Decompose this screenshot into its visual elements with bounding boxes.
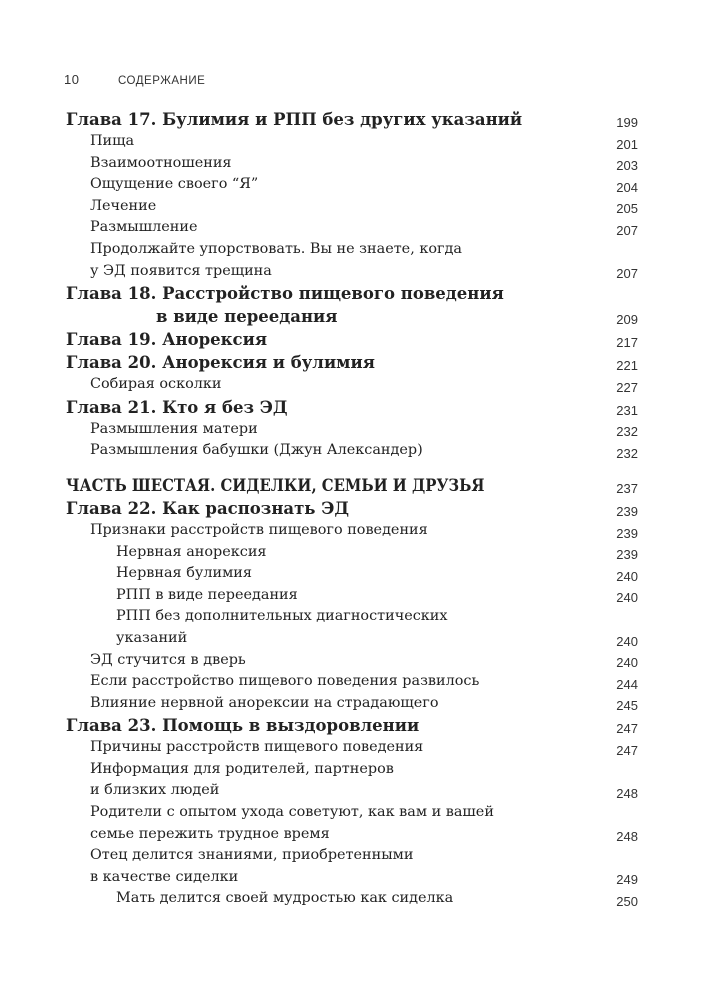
toc-entry-line: Нервная булимия (116, 565, 252, 582)
toc-entry-title (66, 497, 598, 520)
toc-page-number: 221 (616, 358, 638, 374)
toc-entry-title (66, 153, 598, 175)
toc-entry-line: в виде переедания (156, 307, 338, 327)
toc-entry-title (66, 650, 598, 672)
toc-entry (66, 217, 638, 239)
toc-entry (66, 174, 638, 196)
toc-page-number: 249 (616, 872, 638, 888)
toc-entry-title (66, 888, 598, 910)
toc-entry (66, 606, 638, 649)
toc-entry-title (66, 351, 598, 374)
toc-entry-line: Информация для родителей, партнеров (90, 760, 394, 777)
toc-page-number: 205 (616, 201, 638, 217)
toc-entry-title (66, 671, 598, 693)
toc-entry-line: РПП в виде переедания (116, 586, 298, 603)
page-number: 10 (64, 72, 80, 87)
table-of-contents (66, 108, 638, 910)
toc-entry-line: Глава 23. Помощь в выздоровлении (66, 716, 420, 736)
toc-page-number: 248 (616, 786, 638, 802)
toc-entry-line: Нервная анорексия (116, 543, 267, 560)
toc-entry-title (66, 759, 598, 802)
toc-entry (66, 374, 638, 396)
toc-entry-line: Глава 17. Булимия и РПП без других указаний (66, 110, 523, 129)
toc-page-number: 247 (616, 721, 638, 737)
toc-entry-title (66, 542, 598, 564)
toc-entry-line: Продолжайте упорствовать. Вы не знаете, когда (90, 240, 462, 257)
toc-page-number: 239 (616, 503, 638, 519)
toc-entry-line: Влияние нервной анорексии на страдающего (90, 694, 439, 711)
toc-chapter-entry (66, 714, 638, 737)
toc-entry-title (66, 108, 598, 131)
toc-entry-line: Собирая осколки (90, 376, 222, 393)
toc-entry (66, 239, 638, 282)
toc-entry-line: Глава 18. Расстройство пищевого поведения (66, 284, 504, 304)
toc-entry (66, 520, 638, 542)
toc-entry-line: Размышления бабушки (Джун Александер) (90, 442, 423, 459)
toc-entry-title (66, 396, 598, 419)
toc-page-number: 240 (616, 590, 638, 606)
toc-entry (66, 737, 638, 759)
toc-page-number: 227 (616, 379, 638, 395)
toc-page-number: 204 (616, 179, 638, 195)
toc-entry (66, 440, 638, 462)
section-title: СОДЕРЖАНИЕ (118, 75, 206, 87)
toc-entry-title (66, 474, 598, 497)
toc-entry-line: в качестве сиделки (90, 868, 239, 885)
running-header (64, 72, 205, 87)
toc-entry-line: ЧАСТЬ ШЕСТАЯ. СИДЕЛКИ, СЕМЬИ И ДРУЗЬЯ (66, 475, 485, 495)
toc-entry-title (66, 606, 598, 649)
toc-entry (66, 153, 638, 175)
toc-entry (66, 419, 638, 441)
toc-chapter-entry (66, 328, 638, 351)
toc-page-number: 239 (616, 525, 638, 541)
toc-entry (66, 542, 638, 564)
toc-page-number: 250 (616, 894, 638, 910)
toc-page-number: 199 (616, 115, 638, 130)
toc-page-number: 207 (616, 222, 638, 238)
toc-chapter-entry (66, 497, 638, 520)
toc-page-number: 245 (616, 698, 638, 714)
toc-entry-line: Причины расстройств пищевого поведения (90, 739, 424, 756)
toc-entry (66, 802, 638, 845)
toc-entry-title (66, 282, 598, 328)
toc-entry-line: Родители с опытом ухода советуют, как вам и вашей (90, 804, 494, 821)
toc-entry-line: Отец делится знаниями, приобретенными (90, 847, 414, 864)
toc-entry (66, 888, 638, 910)
toc-entry-title (66, 440, 598, 462)
toc-page-number: 247 (616, 742, 638, 758)
toc-entry (66, 650, 638, 672)
toc-entry (66, 563, 638, 585)
toc-entry-title (66, 239, 598, 282)
toc-entry (66, 131, 638, 153)
toc-page-number: 217 (616, 335, 638, 351)
toc-entry-title (66, 714, 598, 737)
toc-entry-line: Глава 21. Кто я без ЭД (66, 397, 288, 417)
toc-entry-title (66, 563, 598, 585)
toc-entry-title (66, 131, 598, 153)
toc-page-number: 203 (616, 158, 638, 174)
toc-entry-line: Размышления матери (90, 420, 258, 437)
toc-entry-title (66, 520, 598, 542)
toc-entry-title (66, 374, 598, 396)
toc-entry (66, 759, 638, 802)
toc-page-number: 244 (616, 676, 638, 692)
toc-entry (66, 585, 638, 607)
toc-entry-title (66, 585, 598, 607)
toc-entry-title (66, 737, 598, 759)
toc-page-number: 201 (616, 136, 638, 152)
toc-entry (66, 671, 638, 693)
toc-entry (66, 693, 638, 715)
toc-entry-line: указаний (116, 629, 188, 646)
toc-entry-title (66, 196, 598, 218)
toc-page-number: 240 (616, 655, 638, 671)
toc-page-number: 232 (616, 445, 638, 461)
toc-page-number: 240 (616, 633, 638, 649)
toc-entry-line: РПП без дополнительных диагностических (116, 608, 448, 625)
toc-entry-line: Ощущение своего “Я” (90, 176, 259, 193)
toc-entry-line: Лечение (90, 197, 157, 214)
toc-entry (66, 196, 638, 218)
toc-entry-line: Пища (90, 133, 135, 149)
toc-page-number: 207 (616, 266, 638, 282)
toc-page-number: 248 (616, 829, 638, 845)
toc-entry (66, 845, 638, 888)
toc-entry-line: семье пережить трудное время (90, 825, 330, 842)
toc-page-number: 231 (616, 402, 638, 418)
toc-entry-title (66, 693, 598, 715)
toc-part-entry (66, 474, 638, 497)
toc-entry-line: Глава 20. Анорексия и булимия (66, 353, 375, 373)
toc-page-number: 240 (616, 568, 638, 584)
toc-page-number: 237 (616, 480, 638, 496)
toc-page-number: 209 (616, 312, 638, 328)
toc-chapter-entry (66, 396, 638, 419)
toc-page-number: 239 (616, 547, 638, 563)
toc-entry-line: Взаимоотношения (90, 154, 232, 171)
toc-entry-title (66, 802, 598, 845)
toc-entry-line: ЭД стучится в дверь (90, 651, 246, 668)
toc-page-number: 232 (616, 424, 638, 440)
toc-chapter-entry (66, 351, 638, 374)
toc-entry-line: Глава 22. Как распознать ЭД (66, 498, 350, 518)
toc-entry-title (66, 217, 598, 239)
toc-chapter-entry (66, 108, 638, 131)
toc-entry-line: Глава 19. Анорексия (66, 330, 268, 350)
toc-entry-title (66, 845, 598, 888)
toc-entry-title (66, 174, 598, 196)
toc-entry-line: Если расстройство пищевого поведения развилось (90, 673, 480, 690)
toc-entry-line: Размышление (90, 219, 198, 236)
toc-entry-line: у ЭД появится трещина (90, 262, 272, 279)
toc-entry-title (66, 328, 598, 351)
toc-chapter-entry (66, 282, 638, 328)
toc-entry-line: Признаки расстройств пищевого поведения (90, 521, 428, 538)
toc-entry-line: и близких людей (90, 782, 220, 799)
toc-entry-title (66, 419, 598, 441)
toc-entry-line: Мать делится своей мудростью как сиделка (116, 890, 454, 907)
